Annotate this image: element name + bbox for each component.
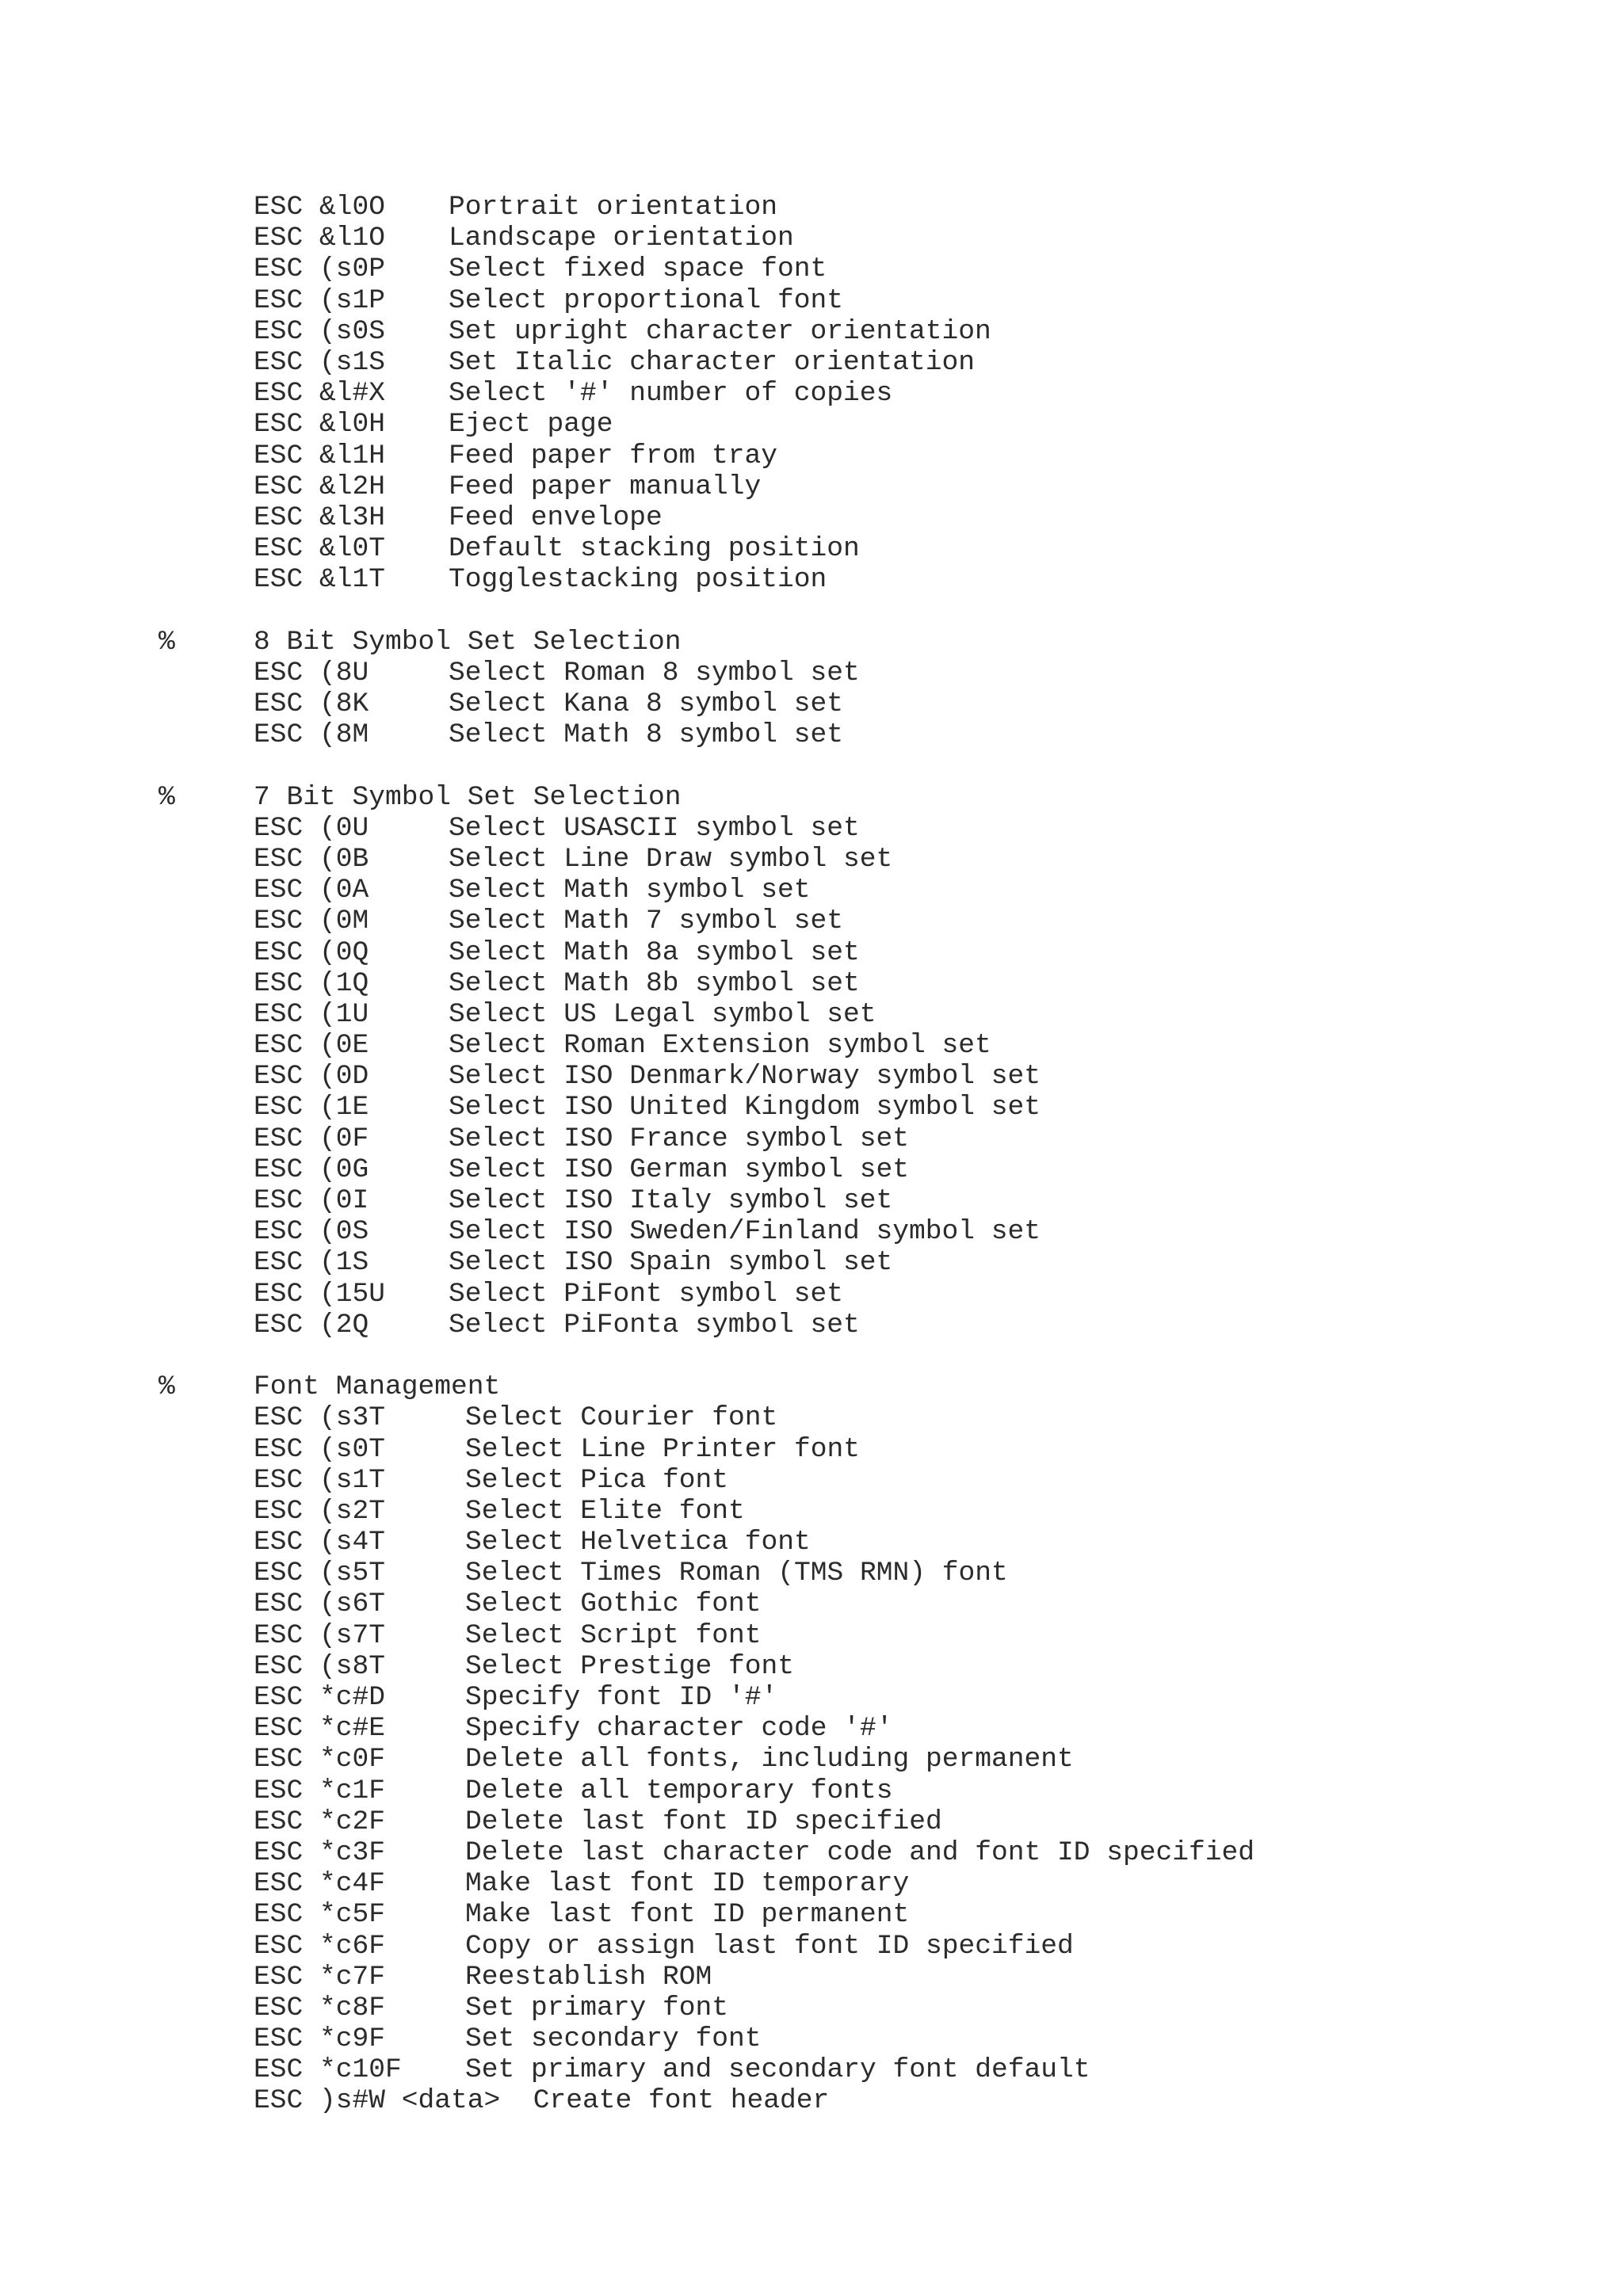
escape-code: ESC (s8T xyxy=(254,1650,386,1682)
escape-code: ESC (8U xyxy=(254,657,369,688)
command-description: Feed envelope xyxy=(449,502,663,533)
command-row xyxy=(0,1775,1623,1806)
escape-code: ESC *c5F xyxy=(254,1899,386,1931)
section-heading: Font Management xyxy=(254,1371,501,1403)
escape-code: ESC *c0F xyxy=(254,1744,386,1775)
command-description: Select ISO Denmark/Norway symbol set xyxy=(449,1061,1041,1093)
command-description: Select US Legal symbol set xyxy=(449,998,876,1030)
command-row xyxy=(0,1279,1623,1310)
command-row xyxy=(0,564,1623,595)
command-row xyxy=(0,844,1623,875)
escape-code: ESC &l3H xyxy=(254,502,386,533)
command-description: Select ISO German symbol set xyxy=(449,1154,910,1185)
escape-code: ESC (s3T xyxy=(254,1402,386,1434)
command-row xyxy=(0,1620,1623,1651)
escape-code: ESC &l1H xyxy=(254,440,386,471)
command-row xyxy=(0,1682,1623,1713)
command-row xyxy=(0,999,1623,1030)
escape-code: ESC (8K xyxy=(254,688,369,719)
command-row xyxy=(0,1837,1623,1868)
command-row xyxy=(0,1558,1623,1589)
command-description: Togglestacking position xyxy=(449,564,827,596)
command-row xyxy=(0,1931,1623,1962)
command-row xyxy=(0,1092,1623,1123)
escape-code: ESC &l0H xyxy=(254,409,386,441)
command-description: Select Script font xyxy=(465,1619,762,1651)
command-description: Portrait orientation xyxy=(449,192,778,223)
escape-code: ESC (s7T xyxy=(254,1619,386,1651)
command-description: Select Kana 8 symbol set xyxy=(449,688,844,719)
command-description: Eject page xyxy=(449,409,613,441)
escape-code: ESC (1U xyxy=(254,998,369,1030)
escape-code: ESC *c2F xyxy=(254,1806,386,1837)
command-description: Select '#' number of copies xyxy=(449,378,893,410)
escape-code: ESC *c#D xyxy=(254,1682,386,1713)
command-description: Select PiFonta symbol set xyxy=(449,1309,860,1341)
command-description: Select ISO United Kingdom symbol set xyxy=(449,1092,1041,1123)
command-row xyxy=(0,285,1623,316)
command-row xyxy=(0,1216,1623,1247)
escape-code: ESC (s2T xyxy=(254,1495,386,1527)
escape-code: ESC (s1T xyxy=(254,1464,386,1496)
escape-code: ESC *c10F xyxy=(254,2054,402,2086)
escape-code: ESC (0A xyxy=(254,875,369,906)
escape-code: ESC &l1T xyxy=(254,564,386,596)
section-heading: 8 Bit Symbol Set Selection xyxy=(254,626,682,658)
command-row xyxy=(0,1744,1623,1775)
command-description: Copy or assign last font ID specified xyxy=(465,1930,1074,1962)
command-description: Select Math symbol set xyxy=(449,875,811,906)
command-row xyxy=(0,316,1623,347)
section xyxy=(0,782,1623,1341)
command-description: Delete all fonts, including permanent xyxy=(465,1744,1074,1775)
command-description: Select Prestige font xyxy=(465,1650,795,1682)
command-row xyxy=(0,658,1623,688)
command-description: Make last font ID permanent xyxy=(465,1899,910,1931)
blank-line xyxy=(0,1341,1623,1371)
section-heading-line xyxy=(0,1371,1623,1402)
command-description: Select Math 8a symbol set xyxy=(449,936,860,968)
section-marker: % xyxy=(158,781,175,813)
command-row xyxy=(0,906,1623,936)
escape-code: ESC *c7F xyxy=(254,1961,386,1993)
command-row xyxy=(0,1651,1623,1682)
command-description: Default stacking position xyxy=(449,533,860,565)
escape-code: ESC (s1P xyxy=(254,284,386,316)
command-description: Select Pica font xyxy=(465,1464,729,1496)
section-marker: % xyxy=(158,626,175,658)
escape-code: ESC (0S xyxy=(254,1216,369,1248)
command-description: Specify font ID '#' xyxy=(465,1682,778,1713)
command-row xyxy=(0,1123,1623,1154)
command-description: Set Italic character orientation xyxy=(449,346,976,378)
command-description: Set primary font xyxy=(465,1992,729,2023)
escape-code: ESC (0Q xyxy=(254,936,369,968)
command-description: Specify character code '#' xyxy=(465,1713,893,1745)
blank-line xyxy=(0,750,1623,781)
command-description: Select Roman 8 symbol set xyxy=(449,657,860,688)
command-row xyxy=(0,1993,1623,2023)
command-description: Select Elite font xyxy=(465,1495,745,1527)
command-description: Select Line Draw symbol set xyxy=(449,843,893,875)
command-row xyxy=(0,223,1623,254)
command-row xyxy=(0,2023,1623,2054)
command-description: Select Roman Extension symbol set xyxy=(449,1030,991,1062)
command-description: Make last font ID temporary xyxy=(465,1868,910,1900)
escape-code: ESC (1Q xyxy=(254,967,369,999)
command-description: Select fixed space font xyxy=(449,254,827,285)
escape-code: ESC (1E xyxy=(254,1092,369,1123)
command-row xyxy=(0,471,1623,502)
command-row xyxy=(0,441,1623,471)
command-row xyxy=(0,1496,1623,1527)
command-description: Select ISO France symbol set xyxy=(449,1123,910,1154)
command-description: Feed paper manually xyxy=(449,471,762,502)
command-row xyxy=(0,1030,1623,1061)
escape-code: ESC *c4F xyxy=(254,1868,386,1900)
command-description: Delete last character code and font ID specified xyxy=(465,1836,1255,1868)
command-row xyxy=(0,2054,1623,2085)
command-row xyxy=(0,254,1623,284)
command-description: Set primary and secondary font default xyxy=(465,2054,1090,2086)
section-heading-line xyxy=(0,782,1623,813)
command-row xyxy=(0,719,1623,750)
escape-code: ESC (s0P xyxy=(254,254,386,285)
command-row xyxy=(0,1154,1623,1185)
command-row xyxy=(0,1434,1623,1465)
command-row xyxy=(0,875,1623,906)
command-row xyxy=(0,1589,1623,1619)
escape-code: ESC *c9F xyxy=(254,2023,386,2055)
command-row xyxy=(0,533,1623,564)
command-row xyxy=(0,688,1623,719)
command-row xyxy=(0,192,1623,223)
escape-code: ESC (0U xyxy=(254,812,369,844)
command-description: Reestablish ROM xyxy=(465,1961,712,1993)
command-row xyxy=(0,1868,1623,1899)
command-row xyxy=(0,813,1623,844)
escape-code: ESC *c1F xyxy=(254,1775,386,1806)
escape-code: ESC &l1O xyxy=(254,223,386,254)
command-row xyxy=(0,1527,1623,1558)
command-row xyxy=(0,502,1623,533)
command-row xyxy=(0,968,1623,999)
command-row xyxy=(0,937,1623,968)
command-description: Select Math 7 symbol set xyxy=(449,906,844,937)
section-heading: 7 Bit Symbol Set Selection xyxy=(254,781,682,813)
section-marker: % xyxy=(158,1371,175,1403)
command-row xyxy=(0,1310,1623,1341)
command-description: Select ISO Spain symbol set xyxy=(449,1247,893,1279)
command-description: Select Courier font xyxy=(465,1402,778,1434)
command-description: Set secondary font xyxy=(465,2023,762,2055)
command-row xyxy=(0,1402,1623,1433)
command-row xyxy=(0,1061,1623,1092)
blank-line xyxy=(0,595,1623,626)
command-description: Delete all temporary fonts xyxy=(465,1775,893,1806)
escape-code: ESC (2Q xyxy=(254,1309,369,1341)
escape-code: ESC (s0S xyxy=(254,315,386,347)
command-description: Landscape orientation xyxy=(449,223,794,254)
escape-code: ESC (0M xyxy=(254,906,369,937)
escape-code: ESC &l0T xyxy=(254,533,386,565)
escape-code: ESC (0F xyxy=(254,1123,369,1154)
escape-code: ESC (s4T xyxy=(254,1527,386,1558)
command-description: Feed paper from tray xyxy=(449,440,778,471)
command-description: Select Times Roman (TMS RMN) font xyxy=(465,1558,1008,1589)
command-description: Select Helvetica font xyxy=(465,1527,811,1558)
escape-code: ESC *c8F xyxy=(254,1992,386,2023)
command-row xyxy=(0,378,1623,409)
command-row xyxy=(0,347,1623,378)
section xyxy=(0,1371,1623,2085)
escape-code: ESC *c3F xyxy=(254,1836,386,1868)
command-row xyxy=(0,1713,1623,1744)
escape-code: ESC (1S xyxy=(254,1247,369,1279)
font-header-command: ESC )s#W <data> Create font header xyxy=(254,2085,830,2117)
escape-code: ESC (s1S xyxy=(254,346,386,378)
document-body xyxy=(0,192,1623,2117)
escape-code: ESC *c6F xyxy=(254,1930,386,1962)
command-description: Select Math 8b symbol set xyxy=(449,967,860,999)
escape-code: ESC &l#X xyxy=(254,378,386,410)
section xyxy=(0,627,1623,751)
command-description: Select Gothic font xyxy=(465,1589,762,1620)
command-row xyxy=(0,1185,1623,1216)
command-description: Select ISO Italy symbol set xyxy=(449,1185,893,1216)
section xyxy=(0,192,1623,595)
escape-code: ESC *c#E xyxy=(254,1713,386,1745)
command-description: Select PiFont symbol set xyxy=(449,1278,844,1310)
command-row xyxy=(0,1465,1623,1496)
command-row xyxy=(0,1899,1623,1930)
command-row xyxy=(0,1806,1623,1837)
escape-code: ESC (8M xyxy=(254,719,369,751)
escape-code: ESC (0D xyxy=(254,1061,369,1093)
command-row-final xyxy=(0,2085,1623,2116)
escape-code: ESC (0B xyxy=(254,843,369,875)
command-row xyxy=(0,1962,1623,1993)
command-row xyxy=(0,409,1623,440)
command-description: Select USASCII symbol set xyxy=(449,812,860,844)
escape-code: ESC (s6T xyxy=(254,1589,386,1620)
section-heading-line xyxy=(0,627,1623,658)
command-description: Select Line Printer font xyxy=(465,1433,861,1465)
command-description: Delete last font ID specified xyxy=(465,1806,942,1837)
command-description: Set upright character orientation xyxy=(449,315,991,347)
command-row xyxy=(0,1247,1623,1278)
command-description: Select ISO Sweden/Finland symbol set xyxy=(449,1216,1041,1248)
command-description: Select proportional font xyxy=(449,284,844,316)
escape-code: ESC (0G xyxy=(254,1154,369,1185)
escape-code: ESC (s0T xyxy=(254,1433,386,1465)
escape-code: ESC &l2H xyxy=(254,471,386,502)
escape-code: ESC (0E xyxy=(254,1030,369,1062)
escape-code: ESC (0I xyxy=(254,1185,369,1216)
command-description: Select Math 8 symbol set xyxy=(449,719,844,751)
escape-code: ESC &l0O xyxy=(254,192,386,223)
escape-code: ESC (15U xyxy=(254,1278,386,1310)
escape-code: ESC (s5T xyxy=(254,1558,386,1589)
